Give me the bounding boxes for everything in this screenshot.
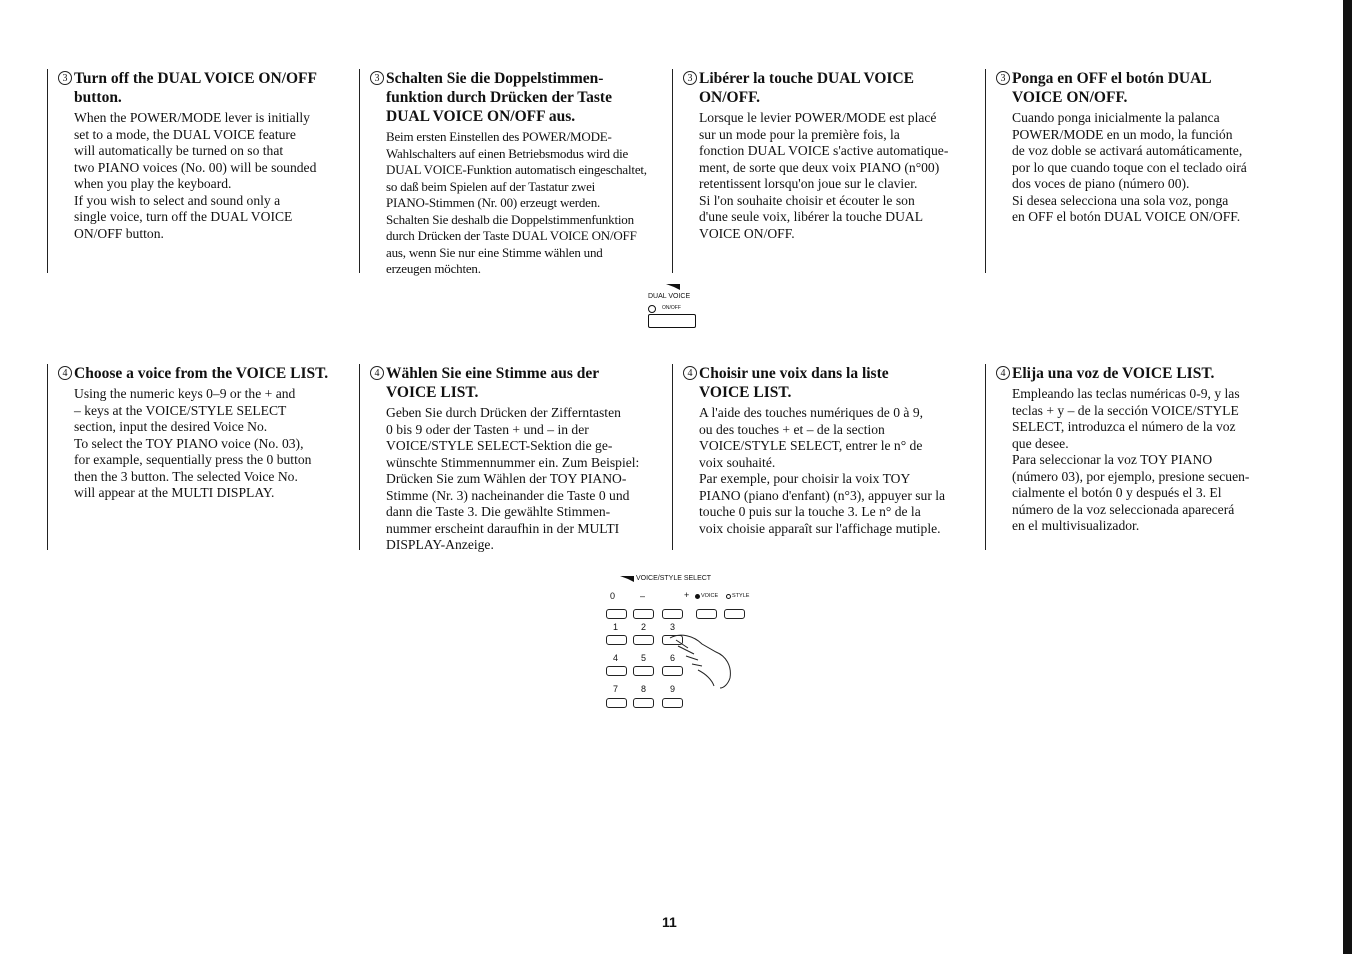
step-number-circle: 3 — [58, 71, 72, 85]
step3-fr-body: Lorsque le levier POWER/MODE est placé sur un mode pour la première fois, la fonction DUAL VOICE s'active automatique- ment, de sorte que deux voix PIANO (n°00) retentissent lorsqu'on joue sur le clavier. Si l'on souhaite choisir et écouter le son d'une seule voix, libérer la touche DUAL VOICE ON/OFF. — [699, 110, 949, 241]
key-5[interactable] — [633, 666, 654, 676]
pressing-hand-icon — [668, 630, 748, 690]
key-7[interactable] — [606, 698, 627, 708]
step4-english — [47, 364, 352, 550]
step3-es-heading: 3 Ponga en OFF el botón DUAL VOICE ON/OFF. — [996, 69, 1295, 107]
step3-english — [47, 69, 352, 273]
step4-en-heading: 4 Choose a voice from the VOICE LIST. — [58, 364, 352, 383]
voice-led-icon — [695, 594, 700, 599]
step4-spanish — [985, 364, 1295, 550]
voice-style-select-label: VOICE/STYLE SELECT — [636, 575, 712, 582]
step-number-circle: 3 — [996, 71, 1010, 85]
step4-french — [672, 364, 982, 550]
zero-label: 0 — [610, 591, 616, 601]
page-number: 11 — [662, 914, 677, 930]
step3-es-body: Cuando ponga inicialmente la palanca POWER/MODE en un modo, la función de voz doble se activará automáticamente, por lo que cuando toque con el teclado oirá dos voces de piano (número 00). Si desea selecciona una sola voz, ponga en OFF el botón DUAL VOICE ON/OFF. — [1012, 110, 1247, 224]
step3-en-heading: 3 Turn off the DUAL VOICE ON/OFF button. — [58, 69, 352, 107]
hand-arrow-icon — [620, 575, 634, 583]
key-plus[interactable] — [662, 609, 683, 619]
step3-spanish — [985, 69, 1295, 273]
key-1-label: 1 — [613, 622, 619, 632]
step4-es-body: Empleando las teclas numéricas 0-9, y las teclas + y – de la sección VOICE/STYLE SELECT, introduzca el número de la voz que desee. Para seleccionar la voz TOY PIANO (número 03), por ejemplo, presione secuen- cialmente el botón 0 y después el 3. El número de la voz seleccionada aparecerá en el multivisualizador. — [1012, 386, 1250, 533]
key-3-label: 3 — [670, 622, 676, 632]
key-5-label: 5 — [641, 653, 647, 663]
step3-french — [672, 69, 982, 273]
step4-en-body: Using the numeric keys 0–9 or the + and – keys at the VOICE/STYLE SELECT section, input the desired Voice No. To select the TOY PIANO voice (No. 03), for example, sequentially press the 0 button then the 3 button. The selected Voice No. will appear at the MULTI DISPLAY. — [74, 386, 312, 500]
hand-arrow-icon — [666, 283, 680, 291]
key-9[interactable] — [662, 698, 683, 708]
step-number-circle: 3 — [370, 71, 384, 85]
key-7-label: 7 — [613, 684, 619, 694]
voice-label: VOICE — [701, 593, 719, 599]
key-1[interactable] — [606, 635, 627, 645]
indicator-led-icon — [648, 305, 656, 313]
step-number-circle: 3 — [683, 71, 697, 85]
step3-german — [359, 69, 669, 276]
step4-fr-heading: 4 Choisir une voix dans la liste VOICE LIST. — [683, 364, 982, 402]
step4-es-heading: 4 Elija una voz de VOICE LIST. — [996, 364, 1295, 383]
step4-de-body: Geben Sie durch Drücken der Zifferntasten 0 bis 9 oder der Tasten + und – in der VOICE/STYLE SELECT-Sektion die ge- wünschte Stimmennummer ein. Zum Beispiel: Drücken Sie zum Wählen der TOY PIANO- Stimme (Nr. 3) nacheinander die Taste 0 und dann die Taste 3. Die gewählte Stimmen- nummer erscheint daraufhin in der MULTI DISPLAY-Anzeige. — [386, 405, 640, 552]
key-4-label: 4 — [613, 653, 619, 663]
key-6-label: 6 — [670, 653, 676, 663]
step4-fr-body: A l'aide des touches numériques de 0 à 9, ou des touches + et – de la section VOICE/STYLE SELECT, entrer le n° de voix souhaité. Par exemple, pour choisir la voix TOY PIANO (piano d'enfant) (n°3), appuyer sur la touche 0 puis sur la touche 3. Le n° de la voix choisie apparaît sur l'affichage mutiple. — [699, 405, 946, 536]
key-8[interactable] — [633, 698, 654, 708]
step3-de-heading: 3 Schalten Sie die Doppelstimmen- funktion durch Drücken der Taste DUAL VOICE ON/OFF aus. — [370, 69, 669, 126]
style-label: STYLE — [732, 593, 750, 599]
step-number-circle: 4 — [370, 366, 384, 380]
on-off-label: ON/OFF — [662, 305, 681, 311]
dual-voice-diagram — [640, 283, 720, 333]
dual-voice-on-off-button[interactable] — [648, 314, 696, 328]
plus-label: + — [684, 590, 690, 600]
minus-label: – — [640, 591, 646, 601]
page-edge-bar — [1343, 0, 1352, 954]
key-8-label: 8 — [641, 684, 647, 694]
step-number-circle: 4 — [683, 366, 697, 380]
step3-de-body: Beim ersten Einstellen des POWER/MODE- Wahlschalters auf einen Betriebsmodus wird die DUAL VOICE-Funktion automatisch eingeschaltet, so daß beim Spielen auf der Tastatur zwei PIANO-Stimmen (Nr. 00) erzeugt werden. Schalten Sie deshalb die Doppelstimmenfunktion durch Drücken der Taste DUAL VOICE ON/OFF aus, wenn Sie nur eine Stimme wählen und erzeugen möchten. — [386, 129, 647, 276]
key-0[interactable] — [606, 609, 627, 619]
key-2[interactable] — [633, 635, 654, 645]
key-4[interactable] — [606, 666, 627, 676]
step-number-circle: 4 — [996, 366, 1010, 380]
key-style[interactable] — [724, 609, 745, 619]
step3-en-body: When the POWER/MODE lever is initially set to a mode, the DUAL VOICE feature will automatically be turned on so that two PIANO voices (No. 00) will be sounded when you play the keyboard. If you wish to select and sound only a single voice, turn off the DUAL VOICE ON/OFF button. — [74, 110, 317, 241]
key-2-label: 2 — [641, 622, 647, 632]
key-voice[interactable] — [696, 609, 717, 619]
key-minus[interactable] — [633, 609, 654, 619]
step3-fr-heading: 3 Libérer la touche DUAL VOICE ON/OFF. — [683, 69, 982, 107]
dual-voice-label: DUAL VOICE — [648, 293, 691, 300]
step-number-circle: 4 — [58, 366, 72, 380]
step4-german — [359, 364, 669, 550]
step4-de-heading: 4 Wählen Sie eine Stimme aus der VOICE LIST. — [370, 364, 669, 402]
style-led-icon — [726, 594, 731, 599]
voice-style-select-diagram — [600, 572, 770, 717]
key-9-label: 9 — [670, 684, 676, 694]
